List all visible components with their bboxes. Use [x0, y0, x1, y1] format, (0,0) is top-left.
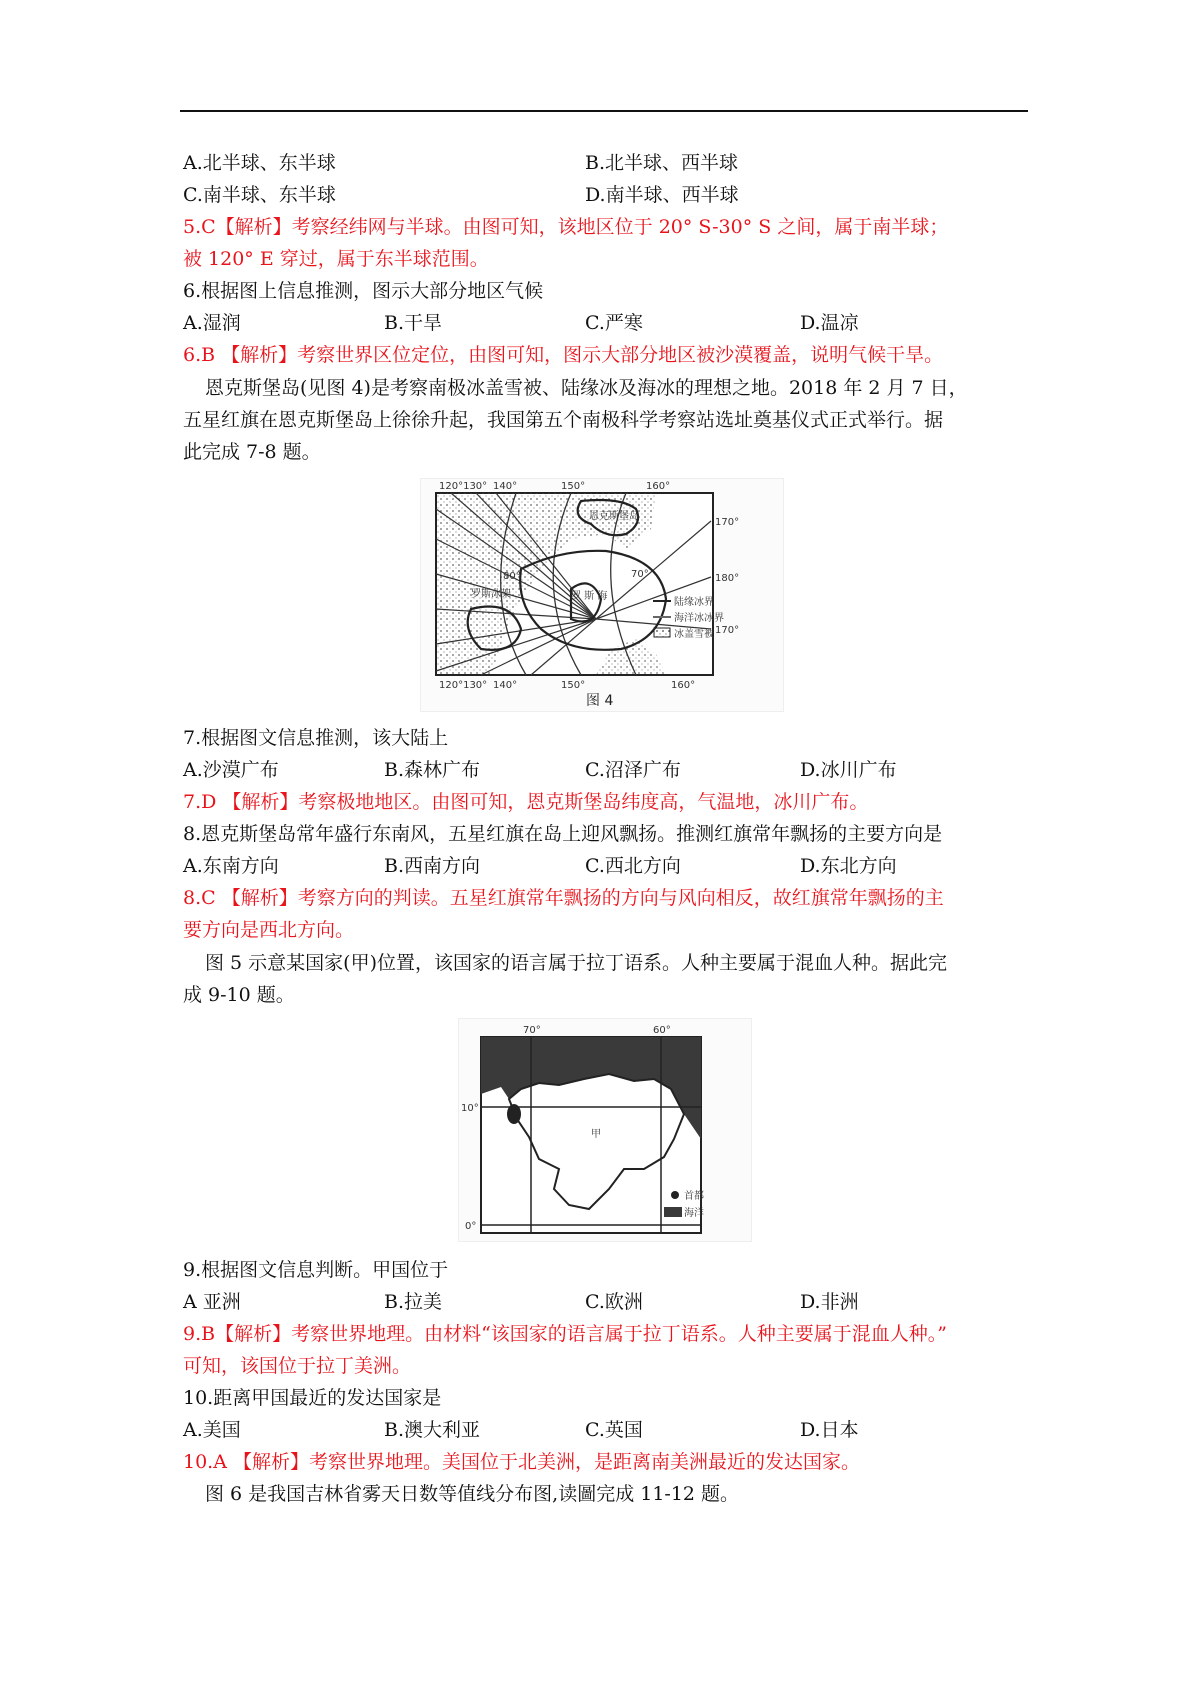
q8-option-a: A.东南方向 [183, 855, 279, 877]
question-8: 8.恩克斯堡岛常年盛行东南风，五星红旗在岛上迎风飘扬。推测红旗常年飘扬的主要方向是 [183, 823, 943, 845]
figure-5-map [458, 1018, 752, 1242]
q6-option-a: A.湿润 [183, 312, 241, 334]
answer-10: 10.A 【解析】考察世界地理。美国位于北美洲，是距离南美洲最近的发达国家。 [183, 1451, 860, 1473]
fig4-lat70-label: 70° [631, 569, 649, 580]
passage-7-8-line2: 五星红旗在恩克斯堡岛上徐徐升起，我国第五个南极科学考察站选址奠基仪式正式举行。据 [183, 409, 944, 431]
question-9: 9.根据图文信息判断。甲国位于 [183, 1259, 449, 1281]
answer-6: 6.B 【解析】考察世界区位定位，由图可知，图示大部分地区被沙漠覆盖，说明气候干旱。 [183, 344, 944, 366]
passage-9-10-line2: 成 9-10 题。 [183, 984, 295, 1006]
fig5-country-label: 甲 [591, 1129, 601, 1140]
q9-option-c: C.欧洲 [585, 1291, 643, 1313]
answer-7: 7.D 【解析】考察极地地区。由图可知，恩克斯堡岛纬度高，气温地，冰川广布。 [183, 791, 869, 813]
header-rule [180, 110, 1028, 112]
fig4-top-label-4: 160° [646, 481, 671, 492]
passage-7-8-line1: 恩克斯堡岛(见图 4)是考察南极冰盖雪被、陆缘冰及海冰的理想之地。2018 年 2 月 7 日， [205, 377, 968, 399]
answer-5-line2: 被 120° E 穿过，属于东半球范围。 [183, 248, 489, 270]
q6-option-c: C.严寒 [585, 312, 643, 334]
q7-option-c: C.沼泽广布 [585, 759, 681, 781]
fig4-bottom-label-1: 120°130° [439, 680, 488, 691]
fig5-left-label-2: 0° [465, 1221, 477, 1232]
fig4-bottom-label-4: 160° [671, 680, 696, 691]
answer-9-line1: 9.B【解析】考察世界地理。由材料“该国家的语言属于拉丁语系。人种主要属于混血人种。” [183, 1323, 948, 1345]
q6-option-b: B.干旱 [384, 312, 443, 334]
passage-7-8-line3: 此完成 7-8 题。 [183, 441, 321, 463]
q4-option-d: D.南半球、西半球 [585, 184, 739, 206]
fig4-top-label-3: 150° [561, 481, 586, 492]
fig5-legend-capital: 首都 [684, 1191, 704, 1202]
figure-4-map [420, 478, 784, 712]
fig4-right-label-1: 170° [715, 517, 740, 528]
q9-option-a: A 亚洲 [183, 1291, 241, 1313]
question-10: 10.距离甲国最近的发达国家是 [183, 1387, 442, 1409]
answer-9-line2: 可知，该国位于拉丁美洲。 [183, 1355, 412, 1377]
q9-option-d: D.非洲 [800, 1291, 859, 1313]
fig4-top-label-2: 140° [493, 481, 518, 492]
fig4-right-label-3: 170° [715, 625, 740, 636]
fig5-top-label-2: 60° [653, 1025, 671, 1036]
q4-option-a: A.北半球、东半球 [183, 152, 336, 174]
fig4-lat80-label: 80° [503, 571, 521, 582]
fig4-bottom-label-3: 150° [561, 680, 586, 691]
fig4-top-label-1: 120°130° [439, 481, 488, 492]
q8-option-d: D.东北方向 [800, 855, 897, 877]
fig4-caption: 图 4 [586, 693, 614, 709]
q4-option-c: C.南半球、东半球 [183, 184, 336, 206]
fig4-right-label-2: 180° [715, 573, 740, 584]
fig4-bottom-label-2: 140° [493, 680, 518, 691]
fig5-top-label-1: 70° [523, 1025, 541, 1036]
q10-option-d: D.日本 [800, 1419, 859, 1441]
fig4-legend-2: 海洋冰冰界 [674, 613, 724, 624]
fig4-legend-3: 冰盖雪被 [674, 629, 714, 640]
fig4-island-label: 恩克斯堡岛 [589, 511, 639, 522]
answer-8-line1: 8.C 【解析】考察方向的判读。五星红旗常年飘扬的方向与风向相反，故红旗常年飘扬的主 [183, 887, 944, 909]
passage-9-10-line1: 图 5 示意某国家(甲)位置，该国家的语言属于拉丁语系。人种主要属于混血人种。据此完 [205, 952, 947, 974]
q10-option-b: B.澳大利亚 [384, 1419, 481, 1441]
q9-option-b: B.拉美 [384, 1291, 443, 1313]
q10-option-a: A.美国 [183, 1419, 241, 1441]
q7-option-d: D.冰川广布 [800, 759, 897, 781]
question-6: 6.根据图上信息推测，图示大部分地区气候 [183, 280, 544, 302]
question-7: 7.根据图文信息推测，该大陆上 [183, 727, 449, 749]
answer-8-line2: 要方向是西北方向。 [183, 919, 355, 941]
q7-option-a: A.沙漠广布 [183, 759, 279, 781]
q7-option-b: B.森林广布 [384, 759, 481, 781]
q6-option-d: D.温凉 [800, 312, 859, 334]
q8-option-c: C.西北方向 [585, 855, 681, 877]
fig4-ross-sea-label: 罗 斯 海 [571, 591, 608, 602]
q8-option-b: B.西南方向 [384, 855, 481, 877]
fig4-legend-1: 陆缘冰界 [674, 597, 714, 608]
fig5-legend-sea: 海洋 [684, 1208, 704, 1219]
q10-option-c: C.英国 [585, 1419, 643, 1441]
fig5-left-label-1: 10° [461, 1103, 479, 1114]
answer-5-line1: 5.C【解析】考察经纬网与半球。由图可知，该地区位于 20° S-30° S 之间，属于南半球； [183, 216, 949, 238]
passage-11-12: 图 6 是我国吉林省雾天日数等值线分布图,读圖完成 11-12 题。 [205, 1483, 740, 1505]
q4-option-b: B.北半球、西半球 [585, 152, 739, 174]
fig4-ross-ice-shelf-label: 罗斯冰架 [471, 589, 511, 600]
